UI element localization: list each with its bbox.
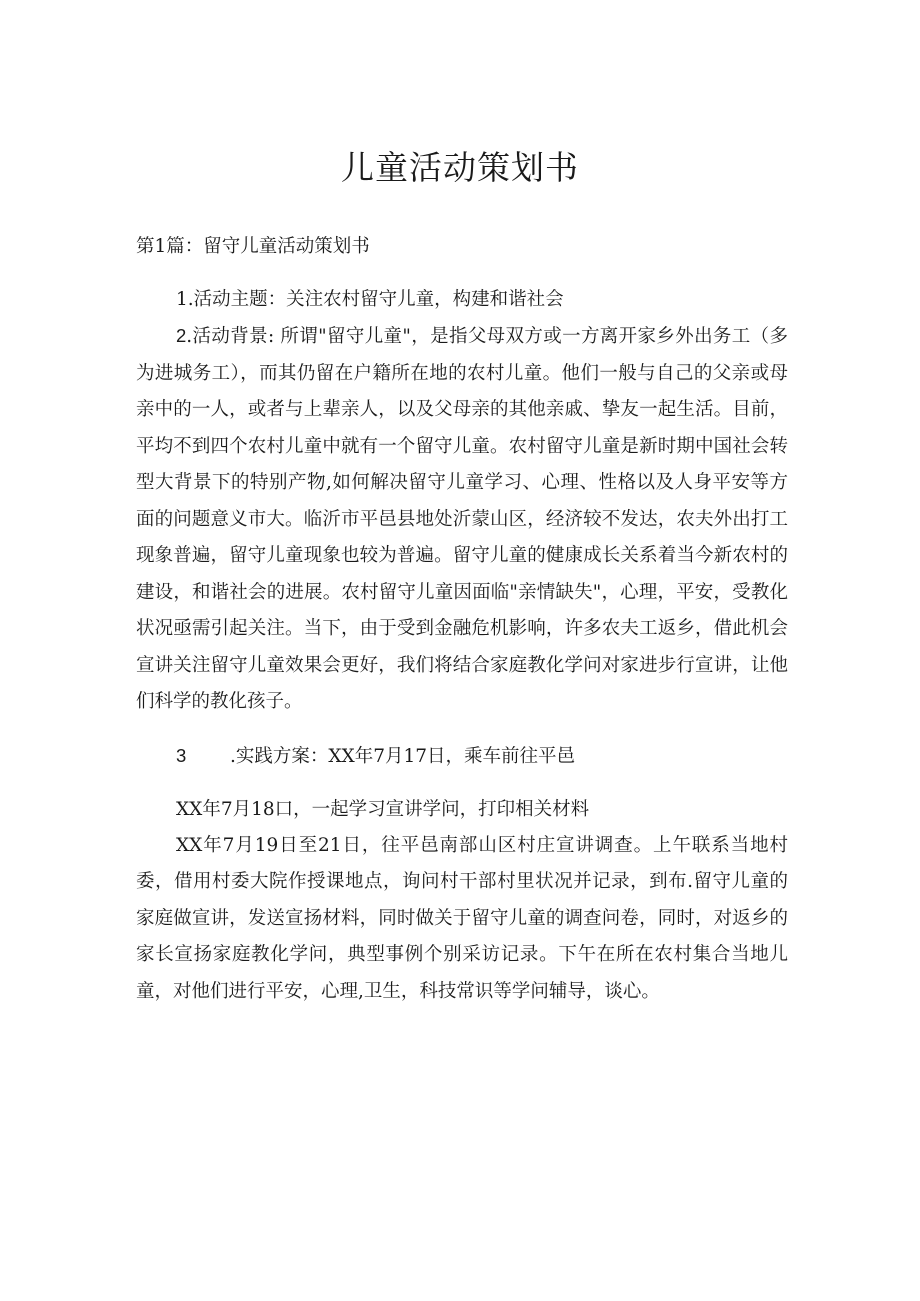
- item-1-theme: 1.活动主题：关注农村留守儿童，构建和谐社会: [176, 289, 564, 310]
- item-3-plan: [136, 738, 788, 775]
- item-3-number: 3: [176, 744, 187, 766]
- item-2-background: [136, 318, 788, 721]
- item-3-schedule-paragraph: [136, 828, 788, 1011]
- item-2-number: 2: [176, 325, 187, 346]
- item-3-schedule-line: XX年7月18口，一起学习宣讲学问，打印相关材料: [176, 798, 590, 820]
- section-heading: 第1篇：留守儿童活动策划书: [136, 236, 370, 257]
- item-3-schedule-text: XX年7月19日至21日，往平邑南部山区村庄宣讲调查。上午联系当地村委，借用村委大院作授课地点，询问村干部村里状况并记录，到布.留守儿童的家庭做宣讲，发送宣扬材料，同时做关于留守儿童的调查问卷，同时，对返乡的家长宣扬家庭教化学问，典型事例个别采访记录。下午在所在农村集合当地儿童，对他们进行平安，心理,卫生，科技常识等学问辅导，谈心。: [136, 834, 788, 1002]
- item-3-text: .实践方案：XX年7月17日，乘车前往平邑: [230, 745, 576, 767]
- document-title: 儿童活动策划书: [341, 148, 579, 187]
- document-body: [136, 229, 788, 1010]
- item-2-text: .活动背景: 所谓"留守儿童"，是指父母双方或一方离开家乡外出务工（多为进城务工），而其仍留在户籍所在地的农村儿童。他们一般与自己的父亲或母亲中的一人，或者与上辈亲人，以及父母亲的其他亲戚、挚友一起生活。目前，平均不到四个农村儿童中就有一个留守儿童。农村留守儿童是新时期中国社会转型大背景下的特别产物,如何解决留守儿童学习、心理、性格以及人身平安等方面的问题意义市大。临沂市平邑县地处沂蒙山区，经济较不发达，农夫外出打工现象普遍，留守儿童现象也较为普遍。留守儿童的健康成长关系着当今新农村的建设，和谐社会的进展。农村留守儿童因面临"亲情缺失"，心理，平安，受教化状况亟需引起关注。当下，由于受到金融危机影响，许多农夫工返乡，借此机会宣讲关注留守儿童效果会更好，我们将结合家庭教化学问对家进步行宣讲，让他们科学的教化孩子。: [136, 326, 788, 712]
